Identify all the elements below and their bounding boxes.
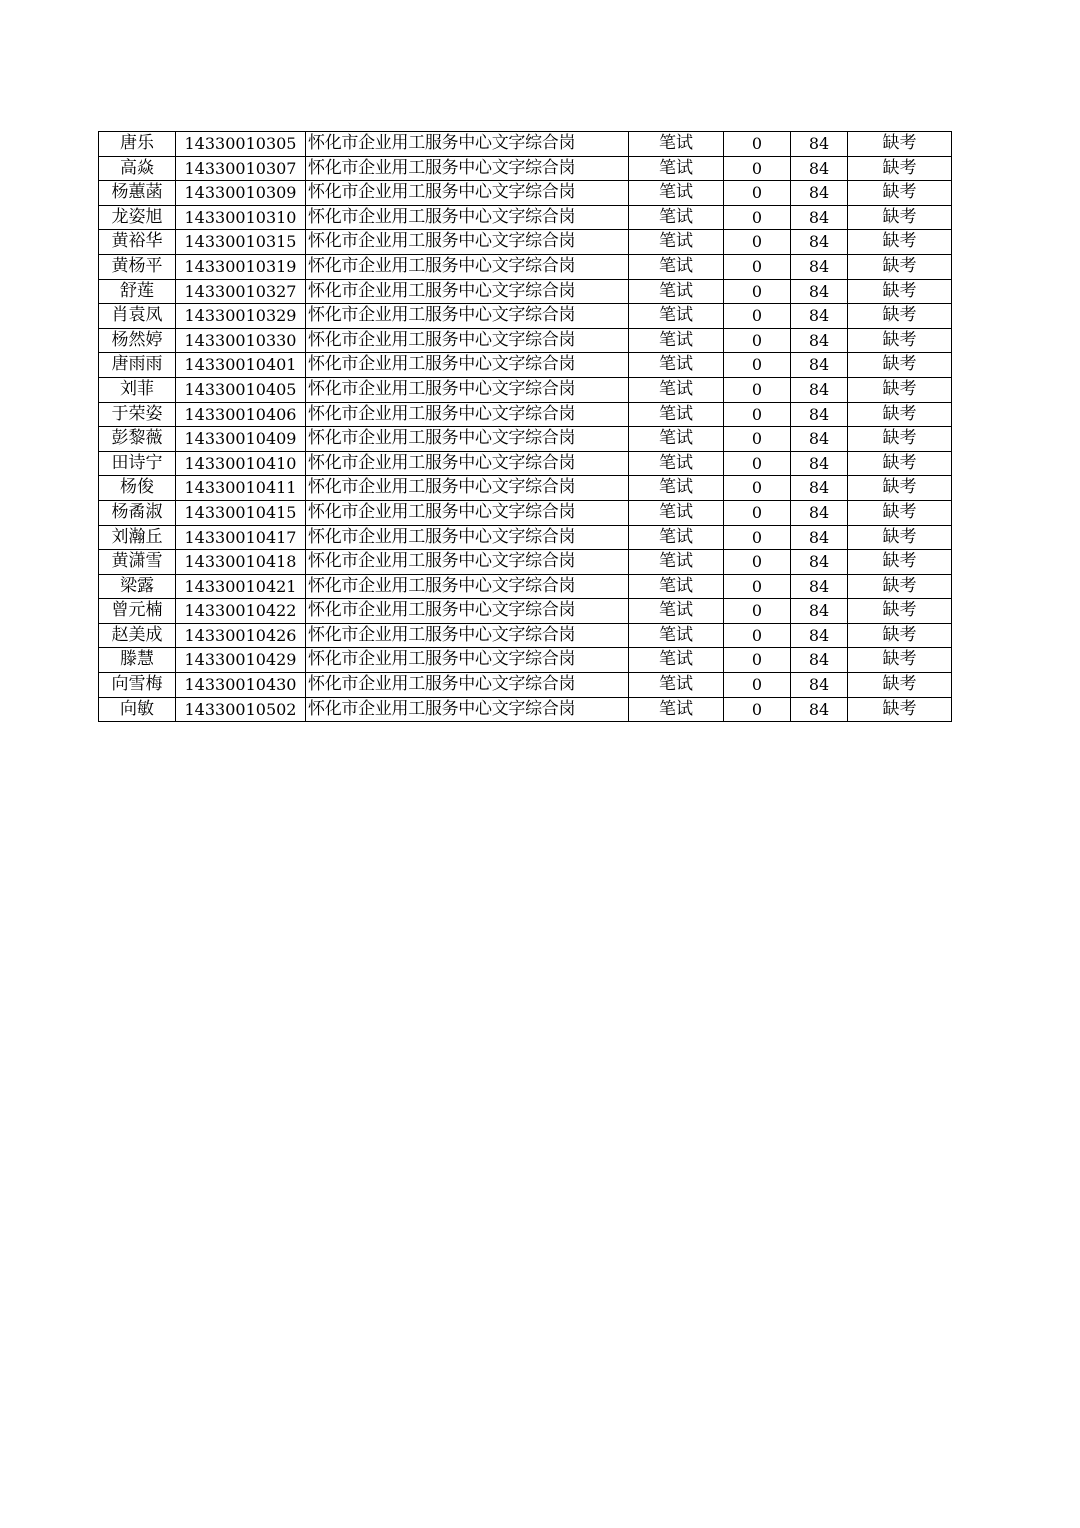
- exam-type-cell: 笔试: [629, 525, 724, 550]
- exam-type-cell: 笔试: [629, 377, 724, 402]
- ticket-number-cell: 14330010319: [176, 254, 306, 279]
- candidate-name-cell: 唐雨雨: [99, 353, 176, 378]
- score-cell: 0: [724, 254, 791, 279]
- exam-type-cell: 笔试: [629, 500, 724, 525]
- position-cell: 怀化市企业用工服务中心文字综合岗: [306, 377, 629, 402]
- line-cell: 84: [791, 451, 848, 476]
- score-cell: 0: [724, 623, 791, 648]
- candidate-name-cell: 肖袁凤: [99, 304, 176, 329]
- exam-type-cell: 笔试: [629, 476, 724, 501]
- status-cell: 缺考: [848, 230, 952, 255]
- candidate-name-cell: 黄潇雪: [99, 550, 176, 575]
- exam-type-cell: 笔试: [629, 427, 724, 452]
- candidate-name-cell: 田诗宁: [99, 451, 176, 476]
- table-row: [99, 279, 952, 304]
- status-cell: 缺考: [848, 476, 952, 501]
- exam-type-cell: 笔试: [629, 697, 724, 722]
- candidate-name-cell: 于荣姿: [99, 402, 176, 427]
- status-cell: 缺考: [848, 254, 952, 279]
- score-cell: 0: [724, 132, 791, 157]
- table-row: [99, 205, 952, 230]
- position-cell: 怀化市企业用工服务中心文字综合岗: [306, 132, 629, 157]
- line-cell: 84: [791, 181, 848, 206]
- ticket-number-cell: 14330010429: [176, 648, 306, 673]
- line-cell: 84: [791, 328, 848, 353]
- table-row: [99, 476, 952, 501]
- position-cell: 怀化市企业用工服务中心文字综合岗: [306, 230, 629, 255]
- exam-type-cell: 笔试: [629, 205, 724, 230]
- exam-type-cell: 笔试: [629, 279, 724, 304]
- score-cell: 0: [724, 156, 791, 181]
- ticket-number-cell: 14330010409: [176, 427, 306, 452]
- position-cell: 怀化市企业用工服务中心文字综合岗: [306, 574, 629, 599]
- table-body: [99, 132, 952, 722]
- status-cell: 缺考: [848, 205, 952, 230]
- candidate-name-cell: 黄杨平: [99, 254, 176, 279]
- table-row: [99, 574, 952, 599]
- line-cell: 84: [791, 673, 848, 698]
- candidate-name-cell: 龙姿旭: [99, 205, 176, 230]
- candidate-name-cell: 刘菲: [99, 377, 176, 402]
- ticket-number-cell: 14330010309: [176, 181, 306, 206]
- position-cell: 怀化市企业用工服务中心文字综合岗: [306, 500, 629, 525]
- line-cell: 84: [791, 476, 848, 501]
- table-row: [99, 500, 952, 525]
- position-cell: 怀化市企业用工服务中心文字综合岗: [306, 254, 629, 279]
- ticket-number-cell: 14330010430: [176, 673, 306, 698]
- table-row: [99, 648, 952, 673]
- line-cell: 84: [791, 623, 848, 648]
- exam-type-cell: 笔试: [629, 623, 724, 648]
- candidate-name-cell: 赵美成: [99, 623, 176, 648]
- ticket-number-cell: 14330010417: [176, 525, 306, 550]
- ticket-number-cell: 14330010327: [176, 279, 306, 304]
- table-row: [99, 353, 952, 378]
- position-cell: 怀化市企业用工服务中心文字综合岗: [306, 328, 629, 353]
- position-cell: 怀化市企业用工服务中心文字综合岗: [306, 648, 629, 673]
- table-row: [99, 132, 952, 157]
- exam-type-cell: 笔试: [629, 328, 724, 353]
- candidate-name-cell: 高焱: [99, 156, 176, 181]
- position-cell: 怀化市企业用工服务中心文字综合岗: [306, 205, 629, 230]
- position-cell: 怀化市企业用工服务中心文字综合岗: [306, 279, 629, 304]
- candidate-name-cell: 向雪梅: [99, 673, 176, 698]
- table-row: [99, 550, 952, 575]
- status-cell: 缺考: [848, 377, 952, 402]
- line-cell: 84: [791, 156, 848, 181]
- line-cell: 84: [791, 550, 848, 575]
- line-cell: 84: [791, 574, 848, 599]
- status-cell: 缺考: [848, 427, 952, 452]
- exam-type-cell: 笔试: [629, 451, 724, 476]
- status-cell: 缺考: [848, 673, 952, 698]
- exam-type-cell: 笔试: [629, 402, 724, 427]
- line-cell: 84: [791, 230, 848, 255]
- candidate-name-cell: 杨俊: [99, 476, 176, 501]
- score-cell: 0: [724, 181, 791, 206]
- candidate-name-cell: 杨矞淑: [99, 500, 176, 525]
- line-cell: 84: [791, 599, 848, 624]
- table-row: [99, 156, 952, 181]
- table-row: [99, 304, 952, 329]
- exam-type-cell: 笔试: [629, 673, 724, 698]
- status-cell: 缺考: [848, 353, 952, 378]
- table-row: [99, 254, 952, 279]
- status-cell: 缺考: [848, 304, 952, 329]
- exam-type-cell: 笔试: [629, 230, 724, 255]
- exam-type-cell: 笔试: [629, 353, 724, 378]
- candidate-name-cell: 舒莲: [99, 279, 176, 304]
- line-cell: 84: [791, 254, 848, 279]
- ticket-number-cell: 14330010421: [176, 574, 306, 599]
- score-cell: 0: [724, 673, 791, 698]
- candidate-name-cell: 曾元楠: [99, 599, 176, 624]
- exam-type-cell: 笔试: [629, 550, 724, 575]
- table-row: [99, 525, 952, 550]
- score-cell: 0: [724, 525, 791, 550]
- score-cell: 0: [724, 599, 791, 624]
- line-cell: 84: [791, 648, 848, 673]
- ticket-number-cell: 14330010410: [176, 451, 306, 476]
- line-cell: 84: [791, 304, 848, 329]
- ticket-number-cell: 14330010422: [176, 599, 306, 624]
- candidate-name-cell: 杨然婷: [99, 328, 176, 353]
- line-cell: 84: [791, 500, 848, 525]
- candidate-name-cell: 梁露: [99, 574, 176, 599]
- ticket-number-cell: 14330010418: [176, 550, 306, 575]
- position-cell: 怀化市企业用工服务中心文字综合岗: [306, 599, 629, 624]
- status-cell: 缺考: [848, 574, 952, 599]
- ticket-number-cell: 14330010406: [176, 402, 306, 427]
- position-cell: 怀化市企业用工服务中心文字综合岗: [306, 181, 629, 206]
- table-row: [99, 181, 952, 206]
- exam-type-cell: 笔试: [629, 574, 724, 599]
- candidate-name-cell: 向敏: [99, 697, 176, 722]
- position-cell: 怀化市企业用工服务中心文字综合岗: [306, 525, 629, 550]
- table-row: [99, 402, 952, 427]
- status-cell: 缺考: [848, 181, 952, 206]
- position-cell: 怀化市企业用工服务中心文字综合岗: [306, 402, 629, 427]
- score-cell: 0: [724, 402, 791, 427]
- status-cell: 缺考: [848, 550, 952, 575]
- score-cell: 0: [724, 574, 791, 599]
- exam-type-cell: 笔试: [629, 132, 724, 157]
- ticket-number-cell: 14330010307: [176, 156, 306, 181]
- score-table: [98, 131, 952, 722]
- score-cell: 0: [724, 500, 791, 525]
- exam-type-cell: 笔试: [629, 304, 724, 329]
- exam-type-cell: 笔试: [629, 648, 724, 673]
- exam-type-cell: 笔试: [629, 599, 724, 624]
- score-cell: 0: [724, 427, 791, 452]
- ticket-number-cell: 14330010405: [176, 377, 306, 402]
- ticket-number-cell: 14330010415: [176, 500, 306, 525]
- candidate-name-cell: 杨蕙菡: [99, 181, 176, 206]
- status-cell: 缺考: [848, 328, 952, 353]
- status-cell: 缺考: [848, 623, 952, 648]
- line-cell: 84: [791, 353, 848, 378]
- exam-type-cell: 笔试: [629, 181, 724, 206]
- position-cell: 怀化市企业用工服务中心文字综合岗: [306, 451, 629, 476]
- position-cell: 怀化市企业用工服务中心文字综合岗: [306, 353, 629, 378]
- table-row: [99, 427, 952, 452]
- score-cell: 0: [724, 476, 791, 501]
- ticket-number-cell: 14330010330: [176, 328, 306, 353]
- score-cell: 0: [724, 550, 791, 575]
- line-cell: 84: [791, 427, 848, 452]
- table-row: [99, 230, 952, 255]
- score-cell: 0: [724, 353, 791, 378]
- status-cell: 缺考: [848, 648, 952, 673]
- ticket-number-cell: 14330010305: [176, 132, 306, 157]
- line-cell: 84: [791, 697, 848, 722]
- line-cell: 84: [791, 279, 848, 304]
- exam-type-cell: 笔试: [629, 254, 724, 279]
- line-cell: 84: [791, 205, 848, 230]
- score-cell: 0: [724, 377, 791, 402]
- score-cell: 0: [724, 697, 791, 722]
- table-row: [99, 328, 952, 353]
- score-cell: 0: [724, 648, 791, 673]
- candidate-name-cell: 彭黎薇: [99, 427, 176, 452]
- ticket-number-cell: 14330010411: [176, 476, 306, 501]
- status-cell: 缺考: [848, 451, 952, 476]
- position-cell: 怀化市企业用工服务中心文字综合岗: [306, 623, 629, 648]
- status-cell: 缺考: [848, 132, 952, 157]
- position-cell: 怀化市企业用工服务中心文字综合岗: [306, 427, 629, 452]
- position-cell: 怀化市企业用工服务中心文字综合岗: [306, 304, 629, 329]
- line-cell: 84: [791, 132, 848, 157]
- status-cell: 缺考: [848, 279, 952, 304]
- score-cell: 0: [724, 328, 791, 353]
- ticket-number-cell: 14330010502: [176, 697, 306, 722]
- table-row: [99, 599, 952, 624]
- table-row: [99, 673, 952, 698]
- ticket-number-cell: 14330010315: [176, 230, 306, 255]
- candidate-name-cell: 刘瀚丘: [99, 525, 176, 550]
- position-cell: 怀化市企业用工服务中心文字综合岗: [306, 673, 629, 698]
- line-cell: 84: [791, 402, 848, 427]
- status-cell: 缺考: [848, 697, 952, 722]
- ticket-number-cell: 14330010401: [176, 353, 306, 378]
- position-cell: 怀化市企业用工服务中心文字综合岗: [306, 476, 629, 501]
- position-cell: 怀化市企业用工服务中心文字综合岗: [306, 550, 629, 575]
- table-row: [99, 377, 952, 402]
- status-cell: 缺考: [848, 525, 952, 550]
- table-row: [99, 697, 952, 722]
- score-cell: 0: [724, 230, 791, 255]
- score-cell: 0: [724, 205, 791, 230]
- score-cell: 0: [724, 279, 791, 304]
- line-cell: 84: [791, 377, 848, 402]
- table-row: [99, 451, 952, 476]
- status-cell: 缺考: [848, 402, 952, 427]
- score-cell: 0: [724, 451, 791, 476]
- status-cell: 缺考: [848, 500, 952, 525]
- candidate-name-cell: 滕慧: [99, 648, 176, 673]
- candidate-name-cell: 黄裕华: [99, 230, 176, 255]
- table-row: [99, 623, 952, 648]
- position-cell: 怀化市企业用工服务中心文字综合岗: [306, 156, 629, 181]
- candidate-name-cell: 唐乐: [99, 132, 176, 157]
- status-cell: 缺考: [848, 599, 952, 624]
- position-cell: 怀化市企业用工服务中心文字综合岗: [306, 697, 629, 722]
- exam-type-cell: 笔试: [629, 156, 724, 181]
- ticket-number-cell: 14330010310: [176, 205, 306, 230]
- score-cell: 0: [724, 304, 791, 329]
- line-cell: 84: [791, 525, 848, 550]
- status-cell: 缺考: [848, 156, 952, 181]
- ticket-number-cell: 14330010426: [176, 623, 306, 648]
- ticket-number-cell: 14330010329: [176, 304, 306, 329]
